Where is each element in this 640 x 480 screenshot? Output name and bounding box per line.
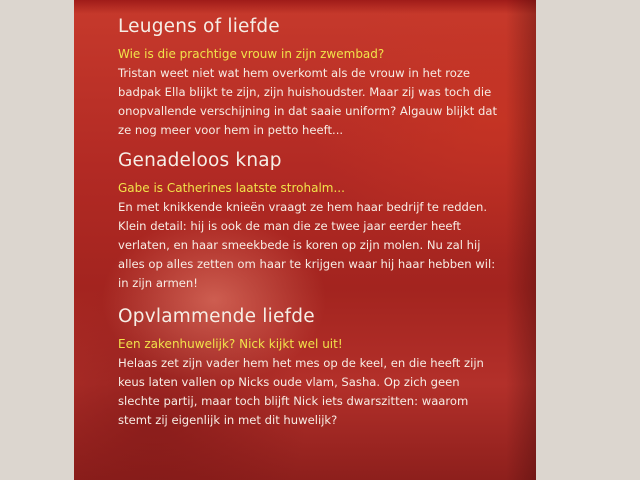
- story-blurb: [118, 64, 518, 140]
- story-title: Leugens of liefde: [118, 16, 280, 37]
- blurb-line: Helaas zet zijn vader hem het mes op de keel, en die heeft zijn: [118, 356, 484, 370]
- blurb-line: in zijn armen!: [118, 276, 198, 290]
- blurb-line: En met knikkende knieën vraagt ze hem haar bedrijf te redden.: [118, 200, 488, 214]
- cover-top-band: [74, 0, 536, 14]
- blurb-line: onopvallende verschijning in dat saaie uniform? Algauw blijkt dat: [118, 104, 498, 118]
- blurb-line: Klein detail: hij is ook de man die ze twee jaar eerder heeft: [118, 219, 461, 233]
- story-tagline: Gabe is Catherines laatste strohalm...: [118, 181, 345, 195]
- blurb-line: keus laten vallen op Nicks oude vlam, Sasha. Op zich geen: [118, 375, 460, 389]
- story-section-genadeloos: [118, 150, 518, 293]
- blurb-line: badpak Ella blijkt te zijn, zijn huishoudster. Maar zij was toch die: [118, 85, 492, 99]
- blurb-line: slechte partij, maar toch blijft Nick iets dwarszitten: waarom: [118, 394, 469, 408]
- blurb-line: stemt zij eigenlijk in met dit huwelijk?: [118, 413, 338, 427]
- story-section-leugens: [118, 16, 518, 140]
- story-section-opvlammende: [118, 306, 518, 430]
- blurb-line: verlaten, en haar smeekbede is koren op zijn molen. Nu zal hij: [118, 238, 481, 252]
- blurb-line: Tristan weet niet wat hem overkomt als de vrouw in het roze: [118, 66, 471, 80]
- book-back-cover: [74, 0, 536, 480]
- blurb-line: alles op alles zetten om haar te krijgen waar hij haar hebben wil:: [118, 257, 496, 271]
- blurb-line: ze nog meer voor hem in petto heeft...: [118, 123, 344, 137]
- story-title: Opvlammende liefde: [118, 306, 315, 327]
- story-blurb: [118, 198, 518, 293]
- story-tagline: Wie is die prachtige vrouw in zijn zwembad?: [118, 47, 385, 61]
- story-title: Genadeloos knap: [118, 150, 282, 171]
- story-tagline: Een zakenhuwelijk? Nick kijkt wel uit!: [118, 337, 343, 351]
- story-blurb: [118, 354, 518, 430]
